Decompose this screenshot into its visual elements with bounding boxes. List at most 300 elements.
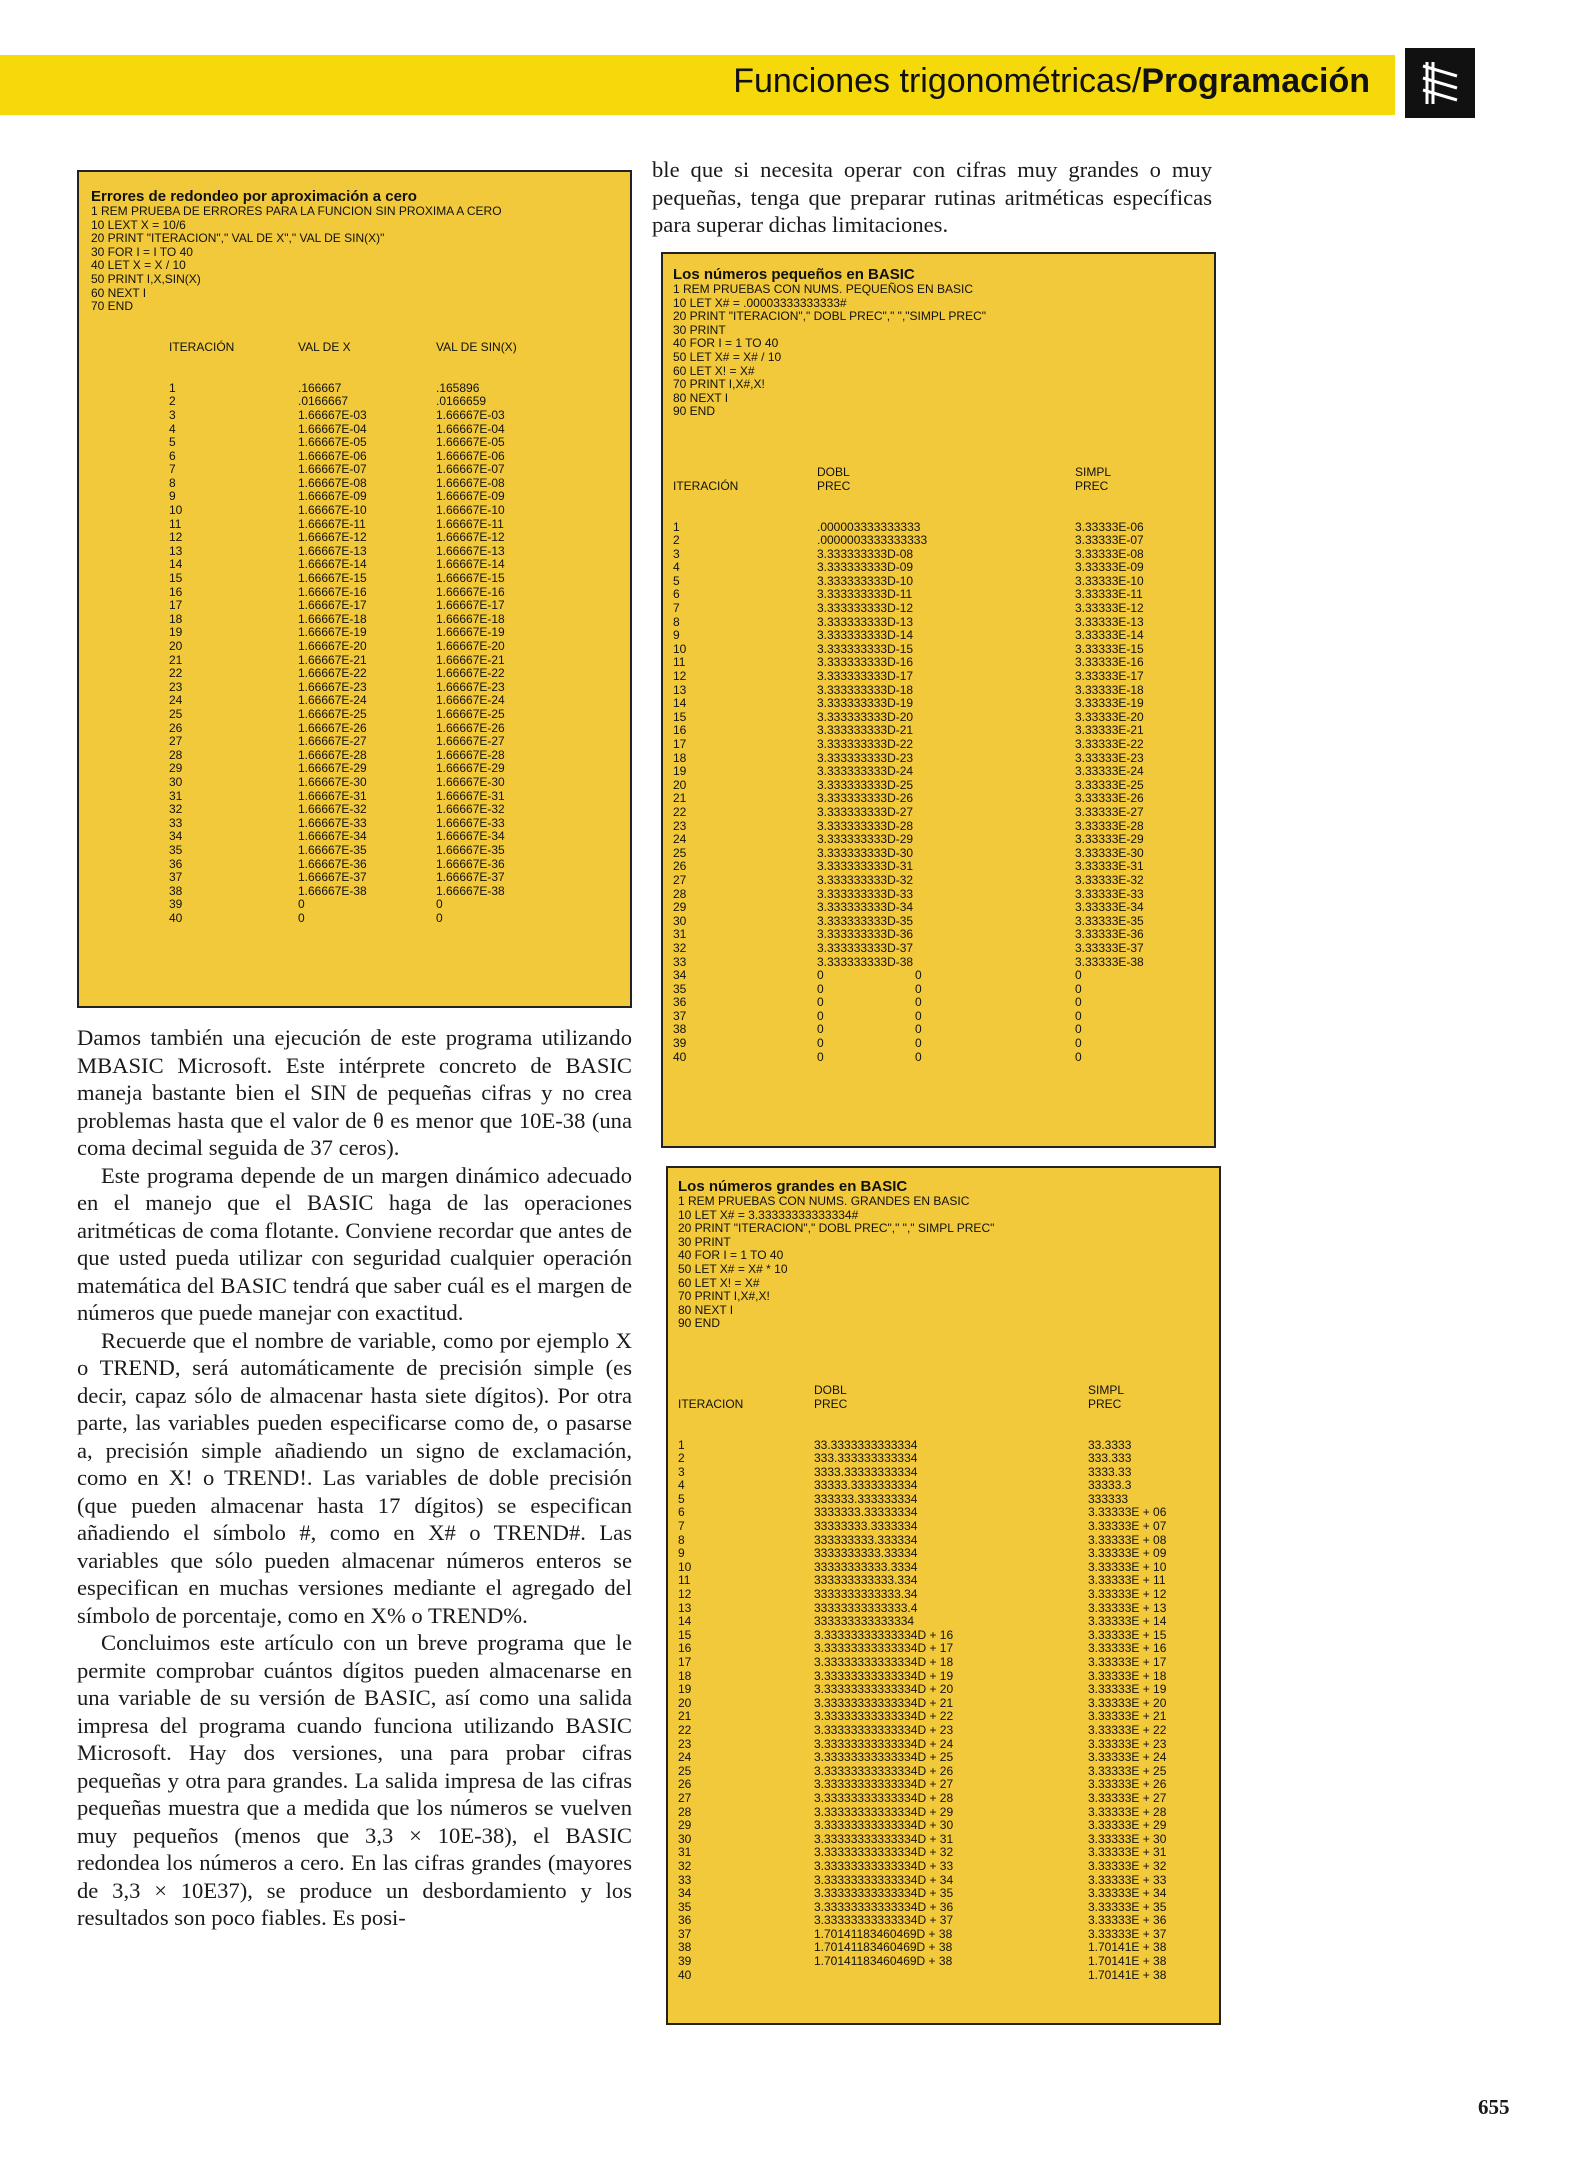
box1-iteration-cell: 23 bbox=[169, 679, 183, 694]
box3-double-cell: 1.70141183460469D + 38 bbox=[814, 1926, 953, 1941]
box1-x-cell: 1.66667E-10 bbox=[298, 503, 367, 518]
box1-sin-cell: 1.66667E-08 bbox=[436, 475, 505, 490]
box2-col-iter-header bbox=[673, 466, 738, 493]
box2-zero-cell bbox=[915, 548, 935, 562]
box2-iteration-cell: 35 bbox=[673, 981, 687, 996]
box2-single-cell: 3.33333E-22 bbox=[1075, 737, 1144, 751]
box1-sin-cell: 1.66667E-29 bbox=[436, 761, 505, 776]
box2-double-cell: 3.333333333D-29 bbox=[817, 832, 914, 847]
box2-iteration-cell: 8 bbox=[673, 614, 680, 629]
box1-iteration-cell: 15 bbox=[169, 571, 183, 586]
paragraph-3: Recuerde que el nombre de variable, como por ejemplo X o TREND, será automáticamente de precisión simple (es decir, capaz sólo de almacenar hasta siete dígitos). Por otra parte, las variables pueden especificarse como de, o pasarse a, precisión simple añadiendo un signo de exclamación, como en X! o TREND!. Las variables de doble precisión (que pueden almacenar hasta 17 dígitos) se especifican añadiendo el símbolo #, como en X# o TREND#. Las variables que sólo pueden almacenar números enteros se especifican en muchas versiones mediante el agregado del símbolo de porcentaje, como en X% o TREND%. bbox=[77, 1327, 632, 1628]
box1-iteration-cell: 19 bbox=[169, 625, 183, 640]
box1-x-cell: 1.66667E-33 bbox=[298, 815, 367, 830]
box2-single-cell: 3.33333E-06 bbox=[1075, 519, 1144, 534]
box1-sin-cell: 1.66667E-36 bbox=[436, 856, 505, 871]
box1-iteration-cell: 16 bbox=[169, 584, 183, 599]
box2-iteration-cell: 14 bbox=[673, 696, 687, 711]
box1-sin-cell: 1.66667E-30 bbox=[436, 774, 505, 789]
box2-double-cell: 3.333333333D-10 bbox=[817, 573, 914, 588]
box2-double-cell: 3.333333333D-16 bbox=[817, 655, 914, 670]
box1-x-cell: 1.66667E-23 bbox=[298, 679, 367, 694]
box1-iteration-cell: 32 bbox=[169, 802, 183, 817]
box1-iteration-cell: 12 bbox=[169, 530, 183, 545]
box1-sin-cell: 1.66667E-09 bbox=[436, 489, 505, 504]
box2-single-cell: 3.33333E-36 bbox=[1075, 927, 1144, 942]
box1-x-cell: 1.66667E-14 bbox=[298, 557, 367, 572]
box2-single-cell: 3.33333E-31 bbox=[1075, 859, 1144, 874]
box3-single-cell: 1.70141E + 38 bbox=[1088, 1954, 1167, 1969]
box1-x-cell: 1.66667E-38 bbox=[298, 883, 367, 898]
box2-double-cell: .0000003333333333 bbox=[817, 533, 928, 548]
box1-iteration-cell: 7 bbox=[169, 462, 176, 477]
box2-zero-cell bbox=[915, 874, 935, 888]
text-right-top-paragraph: ble que si necesita operar con cifras muy grandes o muy pequeñas, tenga que preparar rutinas aritméticas específicas para superar dichas limitaciones. bbox=[652, 157, 1212, 237]
box3-iteration-cell: 16 bbox=[678, 1641, 692, 1656]
box3-iteration-cell: 27 bbox=[678, 1790, 692, 1805]
box1-x-cell: 1.66667E-34 bbox=[298, 829, 367, 844]
box2-zero-cell bbox=[915, 792, 935, 806]
box1-sin-cell: 1.66667E-10 bbox=[436, 503, 505, 518]
box1-sin-cell: 1.66667E-24 bbox=[436, 693, 505, 708]
box3-col-iter-header bbox=[678, 1384, 743, 1411]
box2-zero-cell bbox=[915, 738, 935, 752]
box3-iteration-cell: 13 bbox=[678, 1600, 692, 1615]
box1-iteration-cell: 17 bbox=[169, 598, 183, 613]
box1-x-cell: 1.66667E-18 bbox=[298, 611, 367, 626]
box2-single-cell: 3.33333E-27 bbox=[1075, 804, 1144, 819]
box1-iteration-cell: 24 bbox=[169, 693, 183, 708]
box3-double-cell: 3.33333333333334D + 18 bbox=[814, 1655, 954, 1669]
box2-single-cell: 3.33333E-11 bbox=[1075, 587, 1143, 602]
box1-x-cell: 1.66667E-22 bbox=[298, 666, 367, 681]
box1-sin-cell: 1.66667E-38 bbox=[436, 883, 505, 898]
box2-iteration-cell: 36 bbox=[673, 995, 687, 1010]
box2-zero-list bbox=[915, 521, 935, 1065]
box1-x-cell: 1.66667E-20 bbox=[298, 639, 367, 653]
box3-iteration-cell: 20 bbox=[678, 1695, 692, 1710]
box1-sin-cell: 1.66667E-31 bbox=[436, 788, 505, 803]
box2-single-cell: 3.33333E-13 bbox=[1075, 614, 1144, 629]
box3-double-cell: 3333.33333333334 bbox=[814, 1464, 918, 1479]
box1-x-cell: 1.66667E-31 bbox=[298, 788, 367, 803]
box2-zero-cell bbox=[915, 928, 935, 942]
box3-single-cell: 3.33333E + 07 bbox=[1088, 1519, 1167, 1534]
box2-iteration-cell: 10 bbox=[673, 641, 687, 656]
box2-iteration-cell: 15 bbox=[673, 709, 687, 724]
box1-x-cell: 1.66667E-25 bbox=[298, 706, 367, 721]
box1-x-cell: 1.66667E-27 bbox=[298, 734, 367, 749]
box2-single-cell: 3.33333E-12 bbox=[1075, 601, 1144, 616]
box3-iteration-cell: 5 bbox=[678, 1491, 685, 1506]
box1-sin-cell: 1.66667E-15 bbox=[436, 571, 505, 586]
box2-iteration-cell: 32 bbox=[673, 940, 687, 955]
box1-x-cell: .0166667 bbox=[298, 394, 349, 409]
box2-double-cell: 3.333333333D-35 bbox=[817, 913, 914, 928]
box1-x-cell: 1.66667E-32 bbox=[298, 802, 367, 817]
box1-x-cell: 1.66667E-07 bbox=[298, 462, 367, 477]
box3-double-cell: 3.33333333333334D + 22 bbox=[814, 1709, 954, 1724]
box1-sin-cell: 1.66667E-34 bbox=[436, 829, 505, 844]
box3-double-cell: 3.33333333333334D + 32 bbox=[814, 1845, 954, 1860]
box2-iteration-cell: 16 bbox=[673, 723, 687, 738]
box1-x-cell: 1.66667E-35 bbox=[298, 842, 367, 857]
box3-iteration-cell: 7 bbox=[678, 1519, 685, 1534]
box3-iteration-cell: 25 bbox=[678, 1763, 692, 1778]
box2-zero-cell bbox=[915, 588, 935, 602]
box1-x-cell: 1.66667E-24 bbox=[298, 693, 367, 708]
box-small-numbers bbox=[661, 252, 1216, 1148]
box1-iteration-cell: 31 bbox=[169, 788, 183, 803]
box3-col-double-header: DOBL PREC bbox=[814, 1383, 848, 1411]
box2-single-cell: 0 bbox=[1075, 995, 1082, 1010]
box1-iteration-cell: 14 bbox=[169, 557, 183, 572]
box3-iteration-cell: 26 bbox=[678, 1777, 692, 1792]
box1-iteration-cell: 22 bbox=[169, 666, 183, 681]
box3-single-cell: 3.33333E + 35 bbox=[1088, 1899, 1167, 1914]
box2-double-cell: 0 bbox=[817, 1036, 824, 1051]
box3-iteration-cell: 3 bbox=[678, 1464, 685, 1479]
box1-sin-cell: 1.66667E-16 bbox=[436, 584, 505, 599]
box1-x-cell: 0 bbox=[298, 897, 305, 912]
box3-col-double bbox=[814, 1357, 953, 1996]
box2-zero-cell bbox=[915, 656, 935, 670]
box3-double-cell: 3.33333333333334D + 17 bbox=[814, 1641, 954, 1656]
box2-iteration-cell: 5 bbox=[673, 573, 680, 588]
box3-double-list bbox=[814, 1439, 953, 1969]
box2-iteration-cell: 22 bbox=[673, 804, 687, 819]
box1-sin-cell: 1.66667E-23 bbox=[436, 679, 505, 694]
box1-x-cell: 1.66667E-15 bbox=[298, 571, 367, 586]
box1-x-cell: 1.66667E-19 bbox=[298, 625, 367, 640]
box3-double-cell: 33.3333333333334 bbox=[814, 1437, 918, 1452]
box1-x-cell: 1.66667E-04 bbox=[298, 421, 367, 436]
box3-single-cell: 333.333 bbox=[1088, 1451, 1132, 1466]
box2-zero-cell bbox=[915, 806, 935, 820]
box1-x-cell: 1.66667E-26 bbox=[298, 720, 367, 735]
box3-double-cell: 3.33333333333334D + 21 bbox=[814, 1695, 954, 1710]
box2-double-cell: 0 bbox=[817, 1022, 824, 1037]
box2-iteration-cell: 40 bbox=[673, 1049, 687, 1064]
page-header-title bbox=[733, 62, 1370, 101]
box2-single-cell: 3.33333E-20 bbox=[1075, 709, 1144, 724]
box1-x-cell: 1.66667E-17 bbox=[298, 598, 367, 613]
box2-iteration-cell: 11 bbox=[673, 655, 686, 670]
box2-double-cell: 3.333333333D-28 bbox=[817, 818, 914, 833]
box3-single-cell: 3333.33 bbox=[1088, 1464, 1132, 1479]
box3-iteration-cell: 37 bbox=[678, 1926, 692, 1941]
box3-iteration-cell: 21 bbox=[678, 1709, 692, 1724]
box2-single-cell: 3.33333E-35 bbox=[1075, 913, 1144, 928]
box3-single-cell: 3.33333E + 25 bbox=[1088, 1763, 1167, 1778]
box3-col-iter-label: ITERACION bbox=[678, 1396, 744, 1411]
box2-col-single-header: SIMPL PREC bbox=[1075, 465, 1112, 493]
box3-double-cell: 3.33333333333334D + 31 bbox=[814, 1831, 954, 1846]
box3-double-cell: 1.70141183460469D + 38 bbox=[814, 1940, 953, 1955]
box1-sin-cell: 1.66667E-32 bbox=[436, 802, 505, 817]
box2-single-cell: 0 bbox=[1075, 1049, 1082, 1064]
box3-double-cell: 333333.333333334 bbox=[814, 1491, 918, 1506]
box2-col-single bbox=[1075, 439, 1144, 1092]
box1-col-sin bbox=[436, 314, 517, 953]
box2-double-cell: 0 bbox=[817, 981, 824, 996]
box2-code: 1 REM PRUEBAS CON NUMS. PEQUEÑOS EN BASIC 10 LET X# = .00003333333333# 20 PRINT "ITERACION"," DOBL PREC"," ","SIMPL PREC" 30 PRINT 40 FOR I = 1 TO 40 50 LET X# = X# / 10 60 LET X! = X# 70 PRINT I,X#,X! 80 NEXT I 90 END bbox=[673, 282, 987, 419]
box3-double-cell: 3.33333333333334D + 34 bbox=[814, 1872, 954, 1887]
box2-double-cell: 3.333333333D-27 bbox=[817, 804, 914, 819]
box3-iteration-cell: 28 bbox=[678, 1804, 692, 1819]
box3-single-cell: 3.33333E + 20 bbox=[1088, 1695, 1167, 1710]
box3-iteration-cell: 2 bbox=[678, 1451, 685, 1466]
box3-iteration-cell: 6 bbox=[678, 1505, 685, 1520]
box3-col-single bbox=[1088, 1357, 1166, 2010]
box3-iteration-cell: 19 bbox=[678, 1682, 692, 1697]
box2-iteration-cell: 39 bbox=[673, 1036, 687, 1051]
box2-zero-cell: 0 bbox=[915, 1036, 922, 1051]
box2-zero-cell bbox=[915, 752, 935, 766]
box2-zero-cell bbox=[915, 684, 935, 698]
box2-iteration-cell: 9 bbox=[673, 628, 680, 643]
box1-x-cell: 1.66667E-03 bbox=[298, 407, 367, 422]
box3-single-cell: 3.33333E + 19 bbox=[1088, 1682, 1167, 1697]
box1-iteration-cell: 25 bbox=[169, 706, 183, 721]
box2-col-double-header: DOBL PREC bbox=[817, 465, 851, 493]
box1-iteration-cell: 30 bbox=[169, 774, 183, 789]
box1-sin-cell: .0166659 bbox=[436, 394, 487, 409]
box3-single-cell: 3.33333E + 26 bbox=[1088, 1777, 1167, 1792]
box2-double-cell: 3.333333333D-25 bbox=[817, 777, 914, 792]
box2-iteration-cell: 2 bbox=[673, 533, 680, 548]
box2-iteration-cell: 7 bbox=[673, 601, 680, 616]
box2-iteration-cell: 38 bbox=[673, 1022, 687, 1037]
box2-zero-cell bbox=[915, 616, 935, 630]
box3-title: Los números grandes en BASIC bbox=[678, 1178, 908, 1195]
box3-single-cell: 3.33333E + 17 bbox=[1088, 1655, 1167, 1669]
box2-double-cell: 3.333333333D-14 bbox=[817, 628, 914, 643]
box1-iter-list bbox=[169, 382, 234, 926]
box2-iteration-cell: 31 bbox=[673, 927, 687, 942]
box3-iteration-cell: 10 bbox=[678, 1559, 692, 1574]
paragraph-4: Concluimos este artículo con un breve programa que le permite comprobar cuántos dígitos pueden almacenarse en una variable de su versión de BASIC, así como una salida impresa del programa cuando funciona utilizando BASIC Microsoft. Hay dos versiones, una para probar cifras pequeñas y otra para grandes. La salida impresa de las cifras pequeñas muestra que a medida que los números se vuelven muy pequeños (menos que 3,3 × 10E-38), el BASIC redondea los números a cero. En las cifras grandes (mayores de 3,3 × 10E37), se produce un desbordamiento y los resultados son poco fiables. Es posi- bbox=[77, 1630, 632, 1930]
box2-iteration-cell: 30 bbox=[673, 913, 687, 928]
box2-iteration-cell: 12 bbox=[673, 669, 687, 684]
box2-single-cell: 3.33333E-32 bbox=[1075, 872, 1144, 887]
box2-zero-cell: 0 bbox=[915, 1008, 922, 1023]
box3-iteration-cell: 1 bbox=[678, 1437, 685, 1452]
box1-sin-cell: 1.66667E-13 bbox=[436, 543, 505, 558]
box2-iteration-cell: 37 bbox=[673, 1008, 687, 1023]
box2-double-cell: 3.333333333D-33 bbox=[817, 886, 914, 901]
box1-sin-cell: 1.66667E-17 bbox=[436, 598, 505, 613]
box2-iteration-cell: 3 bbox=[673, 546, 680, 561]
box2-zero-cell: 0 bbox=[915, 1022, 922, 1037]
box3-double-cell: 333.333333333334 bbox=[814, 1451, 918, 1466]
box1-x-list bbox=[298, 382, 367, 926]
box3-single-list bbox=[1088, 1439, 1166, 1983]
box2-single-cell: 0 bbox=[1075, 981, 1082, 996]
box3-iteration-cell: 36 bbox=[678, 1913, 692, 1928]
box2-zero-cell bbox=[915, 833, 935, 847]
box2-iteration-cell: 34 bbox=[673, 968, 687, 983]
box2-iteration-cell: 25 bbox=[673, 845, 687, 860]
box1-x-cell: 1.66667E-05 bbox=[298, 435, 367, 450]
box1-x-cell: 1.66667E-08 bbox=[298, 475, 367, 490]
box2-double-cell: 0 bbox=[817, 995, 824, 1010]
box3-single-cell: 3.33333E + 15 bbox=[1088, 1627, 1167, 1642]
box1-x-cell: 1.66667E-06 bbox=[298, 448, 367, 463]
box-large-numbers bbox=[666, 1166, 1221, 2025]
box1-iteration-cell: 4 bbox=[169, 421, 176, 436]
box3-iteration-cell: 9 bbox=[678, 1546, 685, 1561]
box3-single-cell: 3.33333E + 12 bbox=[1088, 1587, 1167, 1602]
box2-iteration-cell: 28 bbox=[673, 886, 687, 901]
box2-iteration-cell: 4 bbox=[673, 560, 680, 575]
box1-x-cell: 1.66667E-13 bbox=[298, 543, 367, 558]
box2-single-cell: 3.33333E-08 bbox=[1075, 546, 1144, 561]
box1-sin-cell: 1.66667E-20 bbox=[436, 639, 505, 653]
box3-double-cell: 3.33333333333334D + 26 bbox=[814, 1763, 954, 1778]
box1-sin-cell: 1.66667E-37 bbox=[436, 870, 505, 885]
box2-single-cell: 3.33333E-14 bbox=[1075, 628, 1144, 643]
box2-double-cell: 3.333333333D-17 bbox=[817, 669, 914, 684]
box1-x-cell: 1.66667E-11 bbox=[298, 516, 366, 531]
box1-x-cell: 1.66667E-37 bbox=[298, 870, 367, 885]
box2-iteration-cell: 29 bbox=[673, 900, 687, 915]
box2-iteration-cell: 19 bbox=[673, 764, 687, 779]
text-right-top bbox=[652, 156, 1212, 239]
box1-iteration-cell: 37 bbox=[169, 870, 183, 885]
box1-iteration-cell: 11 bbox=[169, 516, 182, 531]
box1-iteration-cell: 35 bbox=[169, 842, 183, 857]
box1-x-cell: 1.66667E-21 bbox=[298, 652, 367, 667]
box3-double-cell: 3.33333333333334D + 25 bbox=[814, 1750, 954, 1765]
box3-single-cell: 3.33333E + 37 bbox=[1088, 1926, 1167, 1941]
box1-sin-cell: 1.66667E-26 bbox=[436, 720, 505, 735]
box2-table bbox=[673, 439, 1204, 1064]
box3-single-cell: 3.33333E + 08 bbox=[1088, 1532, 1167, 1547]
box2-zero-cell bbox=[915, 643, 935, 657]
text-left-column bbox=[77, 1024, 632, 1932]
box3-iteration-cell: 4 bbox=[678, 1478, 685, 1493]
box2-single-cell: 3.33333E-38 bbox=[1075, 954, 1144, 969]
box2-double-cell: 3.333333333D-36 bbox=[817, 927, 914, 942]
box2-double-cell: 3.333333333D-26 bbox=[817, 791, 914, 806]
box1-iteration-cell: 13 bbox=[169, 543, 183, 558]
box3-iteration-cell: 30 bbox=[678, 1831, 692, 1846]
box3-single-cell: 3.33333E + 24 bbox=[1088, 1750, 1167, 1765]
box3-double-cell: 3.33333333333334D + 36 bbox=[814, 1899, 954, 1914]
box1-sin-cell: 1.66667E-35 bbox=[436, 842, 505, 857]
box3-single-cell: 3.33333E + 27 bbox=[1088, 1790, 1167, 1805]
box1-iteration-cell: 26 bbox=[169, 720, 183, 735]
box1-sin-cell: 1.66667E-05 bbox=[436, 435, 505, 450]
box1-title: Errores de redondeo por aproximación a cero bbox=[91, 188, 417, 205]
box1-sin-cell: 1.66667E-11 bbox=[436, 516, 504, 531]
box1-col-iter bbox=[169, 314, 234, 953]
box1-sin-cell: 1.66667E-27 bbox=[436, 734, 505, 749]
box2-single-cell: 3.33333E-23 bbox=[1075, 750, 1144, 765]
box1-sin-cell: 1.66667E-06 bbox=[436, 448, 505, 463]
box2-single-cell: 3.33333E-28 bbox=[1075, 818, 1144, 833]
box2-single-cell: 3.33333E-34 bbox=[1075, 900, 1144, 915]
box2-iteration-cell: 1 bbox=[673, 519, 680, 534]
box2-iteration-cell: 18 bbox=[673, 750, 687, 765]
box1-col-iter-header: ITERACIÓN bbox=[169, 339, 235, 354]
box3-iteration-cell: 29 bbox=[678, 1818, 692, 1833]
box2-single-cell: 3.33333E-37 bbox=[1075, 940, 1144, 955]
box3-double-cell: 33333333333333.4 bbox=[814, 1600, 918, 1615]
box2-double-cell: 3.333333333D-19 bbox=[817, 696, 914, 711]
box3-single-cell: 1.70141E + 38 bbox=[1088, 1967, 1167, 1982]
box3-single-cell: 3.33333E + 10 bbox=[1088, 1559, 1167, 1574]
box2-single-cell: 3.33333E-30 bbox=[1075, 845, 1144, 860]
course-logo-icon bbox=[1405, 48, 1475, 118]
box1-iteration-cell: 1 bbox=[169, 380, 176, 395]
header-title-regular: Funciones trigonométricas/ bbox=[733, 62, 1142, 100]
box1-iteration-cell: 18 bbox=[169, 611, 183, 626]
box3-double-cell: 3333333333.33334 bbox=[814, 1546, 918, 1561]
box2-single-cell: 3.33333E-15 bbox=[1075, 641, 1144, 656]
box2-iteration-cell: 21 bbox=[673, 791, 687, 806]
box2-double-cell: 3.333333333D-18 bbox=[817, 682, 914, 697]
box3-col-iter bbox=[678, 1357, 743, 2010]
box3-single-cell: 3.33333E + 31 bbox=[1088, 1845, 1167, 1860]
box2-double-cell: 3.333333333D-34 bbox=[817, 900, 914, 915]
box1-sin-cell: .165896 bbox=[436, 380, 480, 395]
box2-double-cell: 3.333333333D-08 bbox=[817, 546, 914, 561]
box1-table bbox=[91, 314, 620, 925]
box2-zero-cell bbox=[915, 602, 935, 616]
box1-sin-cell: 1.66667E-25 bbox=[436, 706, 505, 721]
box2-zero-cell bbox=[915, 779, 935, 793]
box2-zero-cell bbox=[915, 561, 935, 575]
box2-double-cell: 0 bbox=[817, 1049, 824, 1064]
box2-zero-cell bbox=[915, 711, 935, 725]
box2-double-cell: 3.333333333D-13 bbox=[817, 614, 914, 629]
box3-single-cell: 33333.3 bbox=[1088, 1478, 1132, 1493]
box3-double-cell: 3.33333333333334D + 35 bbox=[814, 1886, 954, 1901]
box2-double-cell: 3.333333333D-20 bbox=[817, 709, 914, 724]
box2-zero-cell bbox=[915, 534, 935, 548]
box2-zero-cell bbox=[915, 901, 935, 915]
box3-double-cell: 3.33333333333334D + 20 bbox=[814, 1682, 954, 1697]
box1-x-cell: 1.66667E-12 bbox=[298, 530, 367, 545]
box3-double-cell: 3333333.33333334 bbox=[814, 1505, 918, 1520]
box2-zero-cell bbox=[915, 956, 935, 970]
box2-zero-cell bbox=[915, 670, 935, 684]
box3-iteration-cell: 34 bbox=[678, 1886, 692, 1901]
box3-double-cell: 33333333333.3334 bbox=[814, 1559, 918, 1574]
box1-iteration-cell: 38 bbox=[169, 883, 183, 898]
box2-zero-cell bbox=[915, 942, 935, 956]
box1-iteration-cell: 40 bbox=[169, 910, 183, 925]
box2-double-cell: 3.333333333D-23 bbox=[817, 750, 914, 765]
box2-double-cell: 3.333333333D-12 bbox=[817, 601, 914, 616]
box2-col-iter bbox=[673, 439, 738, 1092]
box3-iteration-cell: 40 bbox=[678, 1967, 692, 1982]
box2-single-list bbox=[1075, 521, 1144, 1065]
box3-single-cell: 3.33333E + 30 bbox=[1088, 1831, 1167, 1846]
box1-iteration-cell: 34 bbox=[169, 829, 183, 844]
box2-single-cell: 3.33333E-16 bbox=[1075, 655, 1144, 670]
box2-zero-cell: 0 bbox=[915, 981, 922, 996]
box1-x-cell: 1.66667E-36 bbox=[298, 856, 367, 871]
box-rounding-errors bbox=[77, 170, 632, 1008]
box2-single-cell: 3.33333E-07 bbox=[1075, 533, 1144, 548]
box3-iteration-cell: 35 bbox=[678, 1899, 692, 1914]
box1-iteration-cell: 28 bbox=[169, 747, 183, 762]
box2-double-cell: 3.333333333D-24 bbox=[817, 764, 914, 779]
box2-zero-cell bbox=[915, 697, 935, 711]
